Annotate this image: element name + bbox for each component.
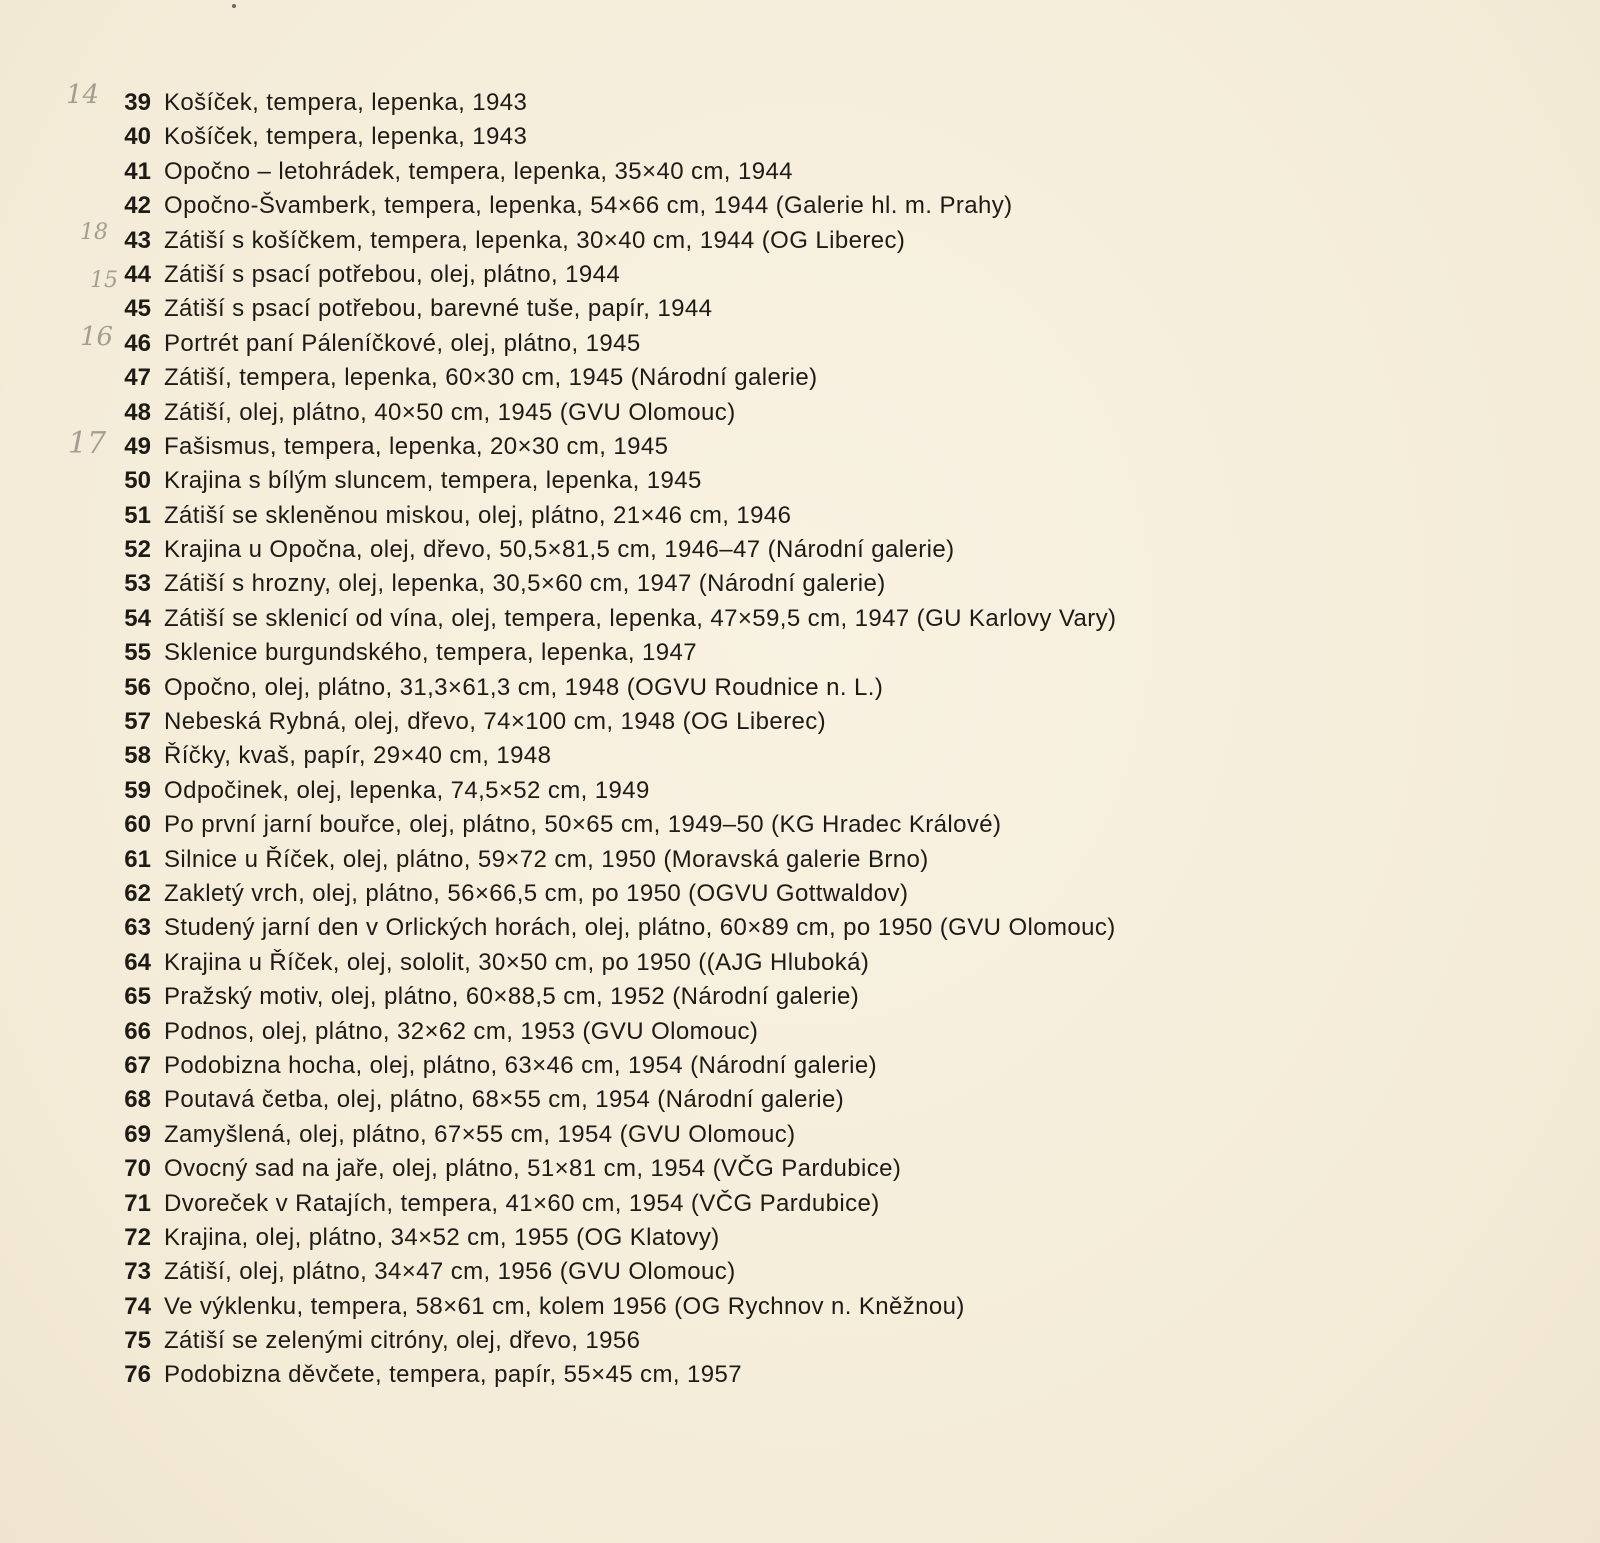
entry-number: 71	[124, 1189, 151, 1217]
list-item	[114, 155, 1414, 189]
list-item	[114, 499, 1414, 533]
entry-number: 65	[124, 983, 151, 1011]
entry-number: 44	[124, 260, 151, 288]
entry-number: 63	[124, 914, 151, 942]
pencil-annotation: 18	[80, 220, 108, 245]
list-item	[114, 430, 1414, 464]
list-item	[114, 464, 1414, 498]
entry-text: Zátiší, olej, plátno, 34×47 cm, 1956 (GVU Olomouc)	[164, 1258, 736, 1286]
list-item	[114, 671, 1414, 705]
list-item	[114, 705, 1414, 739]
entry-number: 39	[124, 89, 151, 116]
entry-text: Silnice u Říček, olej, plátno, 59×72 cm, 1950 (Moravská galerie Brno)	[164, 845, 929, 873]
entry-text: Dvoreček v Ratajích, tempera, 41×60 cm, 1954 (VČG Pardubice)	[164, 1189, 880, 1217]
list-item	[114, 327, 1414, 361]
entry-number: 43	[124, 226, 151, 254]
list-item	[114, 1015, 1414, 1049]
entry-text: Zátiší se skleněnou miskou, olej, plátno, 21×46 cm, 1946	[164, 501, 792, 529]
entry-text: Zátiší se sklenicí od vína, olej, tempera, lepenka, 47×59,5 cm, 1947 (GU Karlovy Vary)	[164, 604, 1117, 632]
entry-number: 73	[124, 1258, 151, 1286]
entry-text: Portrét paní Páleníčkové, olej, plátno, 1945	[164, 329, 641, 357]
entry-text: Zamyšlená, olej, plátno, 67×55 cm, 1954 (GVU Olomouc)	[164, 1120, 796, 1148]
list-item	[114, 1083, 1414, 1117]
entry-text: Říčky, kvaš, papír, 29×40 cm, 1948	[164, 742, 552, 770]
pencil-annotation: 15	[90, 268, 118, 293]
entry-text: Fašismus, tempera, lepenka, 20×30 cm, 1945	[164, 432, 669, 460]
entry-text: Nebeská Rybná, olej, dřevo, 74×100 cm, 1948 (OG Liberec)	[164, 708, 827, 736]
entry-number: 50	[124, 467, 151, 495]
entry-text: Poutavá četba, olej, plátno, 68×55 cm, 1954 (Národní galerie)	[164, 1086, 845, 1114]
entry-number: 75	[124, 1327, 151, 1355]
entry-number: 62	[124, 879, 151, 907]
list-item	[114, 739, 1414, 773]
entry-text: Zátiší s hrozny, olej, lepenka, 30,5×60 cm, 1947 (Národní galerie)	[164, 570, 886, 598]
entry-number: 68	[124, 1086, 151, 1114]
entry-number: 69	[124, 1120, 151, 1148]
pencil-annotation: 16	[80, 322, 114, 352]
entry-text: Zátiší, olej, plátno, 40×50 cm, 1945 (GVU Olomouc)	[164, 398, 736, 426]
entry-number: 54	[124, 604, 151, 632]
list-item	[114, 258, 1414, 292]
entry-text: Podnos, olej, plátno, 32×62 cm, 1953 (GVU Olomouc)	[164, 1017, 759, 1045]
list-item	[114, 224, 1414, 258]
list-item	[114, 1049, 1414, 1083]
entry-text: Zátiší s košíčkem, tempera, lepenka, 30×40 cm, 1944 (OG Liberec)	[164, 226, 906, 254]
entry-text: Krajina u Říček, olej, sololit, 30×50 cm, po 1950 ((AJG Hluboká)	[164, 948, 870, 976]
entry-text: Zátiší, tempera, lepenka, 60×30 cm, 1945 (Národní galerie)	[164, 364, 818, 392]
entry-number: 42	[124, 192, 151, 220]
list-item	[114, 1255, 1414, 1289]
entry-text: Studený jarní den v Orlických horách, olej, plátno, 60×89 cm, po 1950 (GVU Olomouc)	[164, 914, 1116, 942]
list-item	[114, 361, 1414, 395]
list-item	[114, 189, 1414, 223]
list-item	[114, 602, 1414, 636]
list-item	[114, 1187, 1414, 1221]
entry-number: 52	[124, 536, 151, 564]
list-item	[114, 946, 1414, 980]
entry-number: 58	[124, 742, 151, 770]
pencil-annotation: 14	[66, 80, 100, 110]
entry-number: 49	[124, 432, 151, 460]
pencil-annotation: 17	[68, 426, 107, 461]
list-item	[114, 980, 1414, 1014]
list-item	[114, 808, 1414, 842]
entry-text: Košíček, tempera, lepenka, 1943	[164, 89, 528, 116]
entry-text: Zakletý vrch, olej, plátno, 56×66,5 cm, po 1950 (OGVU Gottwaldov)	[164, 879, 909, 907]
entry-number: 76	[124, 1361, 151, 1389]
list-item	[114, 292, 1414, 326]
entry-text: Podobizna hocha, olej, plátno, 63×46 cm, 1954 (Národní galerie)	[164, 1051, 877, 1079]
entry-number: 66	[124, 1017, 151, 1045]
list-item	[114, 911, 1414, 945]
entry-number: 41	[124, 157, 151, 185]
catalog-list	[114, 86, 1414, 1393]
entry-text: Zátiší s psací potřebou, olej, plátno, 1944	[164, 260, 621, 288]
entry-number: 40	[124, 123, 151, 151]
entry-number: 46	[124, 329, 151, 357]
entry-text: Krajina, olej, plátno, 34×52 cm, 1955 (OG Klatovy)	[164, 1223, 720, 1251]
entry-number: 47	[124, 364, 151, 392]
entry-number: 60	[124, 811, 151, 839]
entry-number: 53	[124, 570, 151, 598]
entry-number: 67	[124, 1051, 151, 1079]
entry-text: Sklenice burgundského, tempera, lepenka, 1947	[164, 639, 698, 667]
list-item	[114, 533, 1414, 567]
entry-text: Krajina u Opočna, olej, dřevo, 50,5×81,5 cm, 1946–47 (Národní galerie)	[164, 536, 955, 564]
list-item	[114, 86, 1414, 120]
list-item	[114, 1118, 1414, 1152]
paper-speck	[232, 4, 236, 8]
list-item	[114, 1358, 1414, 1392]
list-item	[114, 1324, 1414, 1358]
entry-text: Odpočinek, olej, lepenka, 74,5×52 cm, 1949	[164, 776, 650, 804]
entry-text: Ve výklenku, tempera, 58×61 cm, kolem 1956 (OG Rychnov n. Kněžnou)	[164, 1292, 965, 1320]
entry-text: Zátiší s psací potřebou, barevné tuše, papír, 1944	[164, 295, 713, 323]
entry-text: Krajina s bílým sluncem, tempera, lepenka, 1945	[164, 467, 702, 495]
list-item	[114, 396, 1414, 430]
list-item	[114, 636, 1414, 670]
entry-number: 51	[124, 501, 151, 529]
entry-text: Pražský motiv, olej, plátno, 60×88,5 cm, 1952 (Národní galerie)	[164, 983, 860, 1011]
entry-number: 72	[124, 1223, 151, 1251]
entry-text: Košíček, tempera, lepenka, 1943	[164, 123, 528, 151]
entry-number: 74	[124, 1292, 151, 1320]
entry-text: Ovocný sad na jaře, olej, plátno, 51×81 cm, 1954 (VČG Pardubice)	[164, 1155, 902, 1183]
list-item	[114, 843, 1414, 877]
list-item	[114, 774, 1414, 808]
entry-text: Opočno, olej, plátno, 31,3×61,3 cm, 1948 (OGVU Roudnice n. L.)	[164, 673, 884, 701]
entry-number: 70	[124, 1155, 151, 1183]
list-item	[114, 120, 1414, 154]
entry-number: 45	[124, 295, 151, 323]
entry-number: 57	[124, 708, 151, 736]
entry-text: Podobizna děvčete, tempera, papír, 55×45 cm, 1957	[164, 1361, 742, 1389]
list-item	[114, 1152, 1414, 1186]
list-item	[114, 1221, 1414, 1255]
entry-text: Zátiší se zelenými citróny, olej, dřevo, 1956	[164, 1327, 641, 1355]
entry-number: 56	[124, 673, 151, 701]
list-item	[114, 877, 1414, 911]
entry-number: 64	[124, 948, 151, 976]
entry-text: Opočno – letohrádek, tempera, lepenka, 35×40 cm, 1944	[164, 157, 793, 185]
entry-text: Po první jarní bouřce, olej, plátno, 50×65 cm, 1949–50 (KG Hradec Králové)	[164, 811, 1002, 839]
list-item	[114, 567, 1414, 601]
list-item	[114, 1290, 1414, 1324]
entry-number: 48	[124, 398, 151, 426]
entry-text: Opočno-Švamberk, tempera, lepenka, 54×66 cm, 1944 (Galerie hl. m. Prahy)	[164, 192, 1013, 220]
entry-number: 59	[124, 776, 151, 804]
entry-number: 61	[124, 845, 151, 873]
entry-number: 55	[124, 639, 151, 667]
